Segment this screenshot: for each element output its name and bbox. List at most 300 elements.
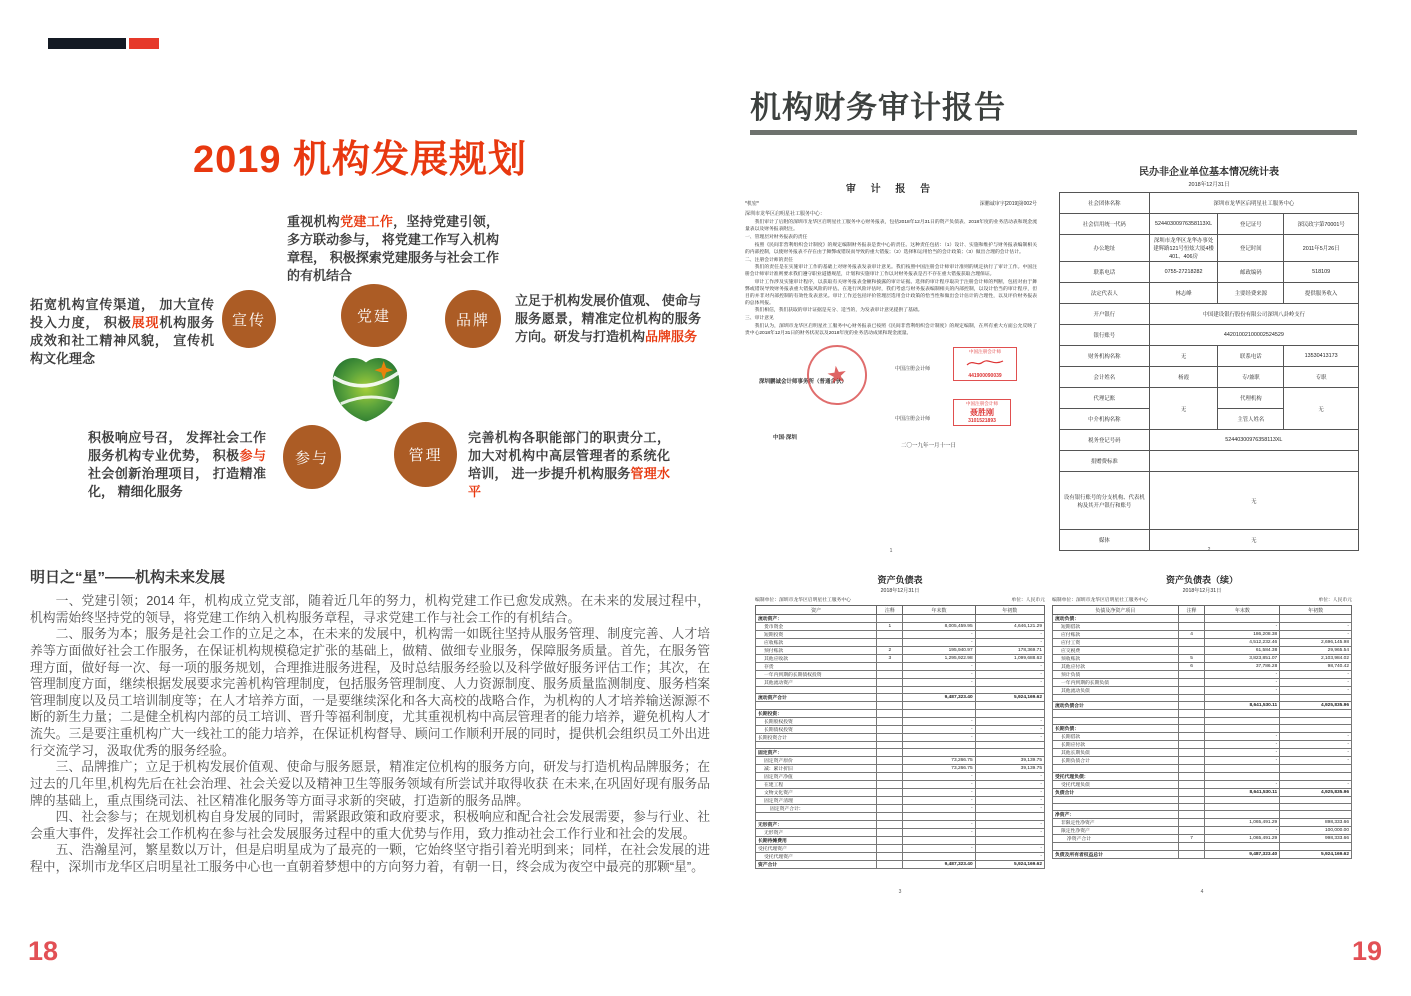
table-cell: 7 (1178, 835, 1205, 843)
table-row (756, 615, 1045, 623)
table-cell: 开户银行 (1060, 304, 1150, 325)
table-cell: 长期负债合计 (1053, 757, 1179, 765)
table-cell (1178, 819, 1205, 827)
table-cell (1280, 811, 1352, 819)
table-cell (1280, 765, 1352, 772)
table-cell (1178, 702, 1205, 710)
table-cell: 其他应付款 (1053, 663, 1179, 671)
table-cell (877, 663, 903, 671)
paragraph: 我们的责任是在实施审计工作的基础上对财务报表发表审计意见。我们按照中国注册会计师审计准则的规定执行了审计工作。中国注册会计师审计准则要求我们遵守职业道德规范，计划和实施审计工作以对财务报表是否不存在重大错报获取合理保证。 (745, 265, 1037, 278)
table-cell: 4,925,835.96 (1280, 788, 1352, 796)
table-row (1053, 749, 1352, 757)
audit-body (745, 219, 1037, 337)
diagram-node-guanli: 管理 (394, 422, 457, 487)
future-heading: 明日之“星”——机构未来发展 (30, 569, 226, 586)
signature-area (745, 341, 1037, 453)
table-cell (1178, 741, 1205, 749)
table-cell (877, 789, 903, 797)
audit-title: 审 计 报 告 (845, 184, 937, 195)
balance-sheet-title: 资产负债表 (877, 575, 923, 585)
table-cell (1178, 796, 1205, 803)
table-cell: - (1205, 741, 1280, 749)
balance-sheet-cont-page-number: 4 (1200, 889, 1204, 895)
table-cell: 998,333.66 (1280, 835, 1352, 843)
paragraph: 三、品牌推广；立足于机构发展价值观、使命与服务愿景，精准定位机构的服务方向，研发与打造机构品牌服务；在过去的几年里,机构先后在社会治理、社会关爱以及精神卫生等服务领域有所尝试并取得收获 在未来,在巩固好现有服务品牌的基础上，重点围绕司法、社区精准化服务等方面寻求新的突破，打造新的服务品牌。 (30, 759, 710, 808)
table-cell: - (975, 844, 1044, 852)
table-row (756, 820, 1045, 828)
table-cell (877, 749, 903, 757)
table-cell: 其他应收款 (756, 655, 877, 663)
table-cell (1178, 725, 1205, 733)
organization-logo-icon (328, 355, 404, 423)
table-cell: 邮政编码 (1218, 262, 1284, 283)
table-cell (1053, 796, 1179, 803)
table-cell: 长期待摊费用 (756, 836, 877, 844)
table-cell (975, 702, 1044, 709)
balance-sheet-date: 2018年12月31日 (880, 588, 920, 594)
table-cell: 2,103,984.02 (1280, 655, 1352, 663)
table-cell: 负债合计 (1053, 788, 1179, 796)
table-cell: 52440300976358113XL (1149, 430, 1358, 451)
paragraph: 一、管理层对财务报表的责任 (745, 235, 808, 241)
table-cell (877, 797, 903, 805)
table-row (1053, 725, 1352, 733)
table-cell (1178, 615, 1205, 623)
table-cell (1178, 788, 1205, 796)
future-paragraphs (30, 593, 710, 876)
table-cell: 8,641,530.11 (1205, 788, 1280, 796)
table-row (756, 765, 1045, 773)
table-cell: 代理机构 (1218, 388, 1284, 409)
table-cell: 其他长期负债 (1053, 749, 1179, 757)
table-cell: 流动负债合计 (1053, 702, 1179, 710)
audit-date: 二〇一九年一月十一日 (901, 443, 957, 449)
audit-header-row (745, 200, 1037, 207)
table-cell: 2 (877, 647, 903, 655)
table-cell (903, 813, 975, 820)
column-header: 年初数 (975, 606, 1044, 615)
table-cell: - (1205, 733, 1280, 741)
table-cell: 受托代理资产 (756, 844, 877, 852)
text-segment: 拓宽机构宣传渠道， 加大宣传投入力度， 积极 (30, 297, 214, 330)
table-cell: 39,139.75 (975, 765, 1044, 773)
table-row (1053, 741, 1352, 749)
table-cell: 44201002100002524529 (1149, 325, 1358, 346)
table-cell: 应交税费 (1053, 647, 1179, 655)
table-cell (1053, 803, 1179, 810)
table-cell (877, 836, 903, 844)
table-cell: 长期投资合计 (756, 733, 877, 741)
table-cell (877, 671, 903, 679)
table-row (756, 813, 1045, 820)
table-cell: 8,005,459.95 (903, 623, 975, 631)
text-segment: 积极响应号召， 发挥社会工作服务机构专业优势， 积极 (88, 430, 266, 463)
table-row (1060, 193, 1359, 214)
table-cell: 无 (1149, 346, 1218, 367)
table-cell (1178, 717, 1205, 724)
balance-sheet-cont-meta (1052, 596, 1352, 603)
cpa-label-1: 中国注册会计师 (895, 366, 931, 372)
table-cell (877, 773, 903, 781)
column-header: 年末数 (903, 606, 975, 615)
text-segment: 品牌服务 (645, 328, 698, 344)
table-cell (1280, 796, 1352, 803)
audit-addressee: 深圳市龙华区启明星社工服务中心： (745, 211, 826, 217)
table-cell: 1,295,922.98 (903, 655, 975, 663)
table-cell (1205, 695, 1280, 702)
table-cell: 登记时间 (1218, 235, 1284, 262)
table-cell (1205, 772, 1280, 780)
table-row (1053, 702, 1352, 710)
table-cell: 固定资产清理 (756, 797, 877, 805)
table-cell (1280, 615, 1352, 623)
diagram-node-canyu: 参与 (283, 425, 341, 489)
table-cell: - (903, 789, 975, 797)
table-cell (1178, 757, 1205, 765)
text-segment: 参与 (239, 447, 266, 463)
text-guanli (468, 429, 670, 501)
table-row (1060, 430, 1359, 451)
audit-page-number: 1 (889, 548, 893, 554)
paragraph: 我们认为，深圳市龙华区启明星社工服务中心财务报表已按照《民间非营利组织会计制度》的规定编制，在所有重大方面公允反映了贵中心2018年12月31日的财务状况以及2018年度的业务活动成果和现金流量。 (745, 323, 1037, 336)
column-header: 资产 (756, 606, 877, 615)
text-pinpai (515, 292, 701, 346)
table-cell: 在建工程 (756, 781, 877, 789)
table-row (756, 733, 1045, 741)
table-cell: 长期借款 (1053, 733, 1179, 741)
table-cell (1178, 850, 1205, 858)
table-cell (877, 741, 903, 748)
table-row (756, 709, 1045, 717)
table-row (1060, 304, 1359, 325)
table-cell: 主要经费来源 (1218, 283, 1284, 304)
text-segment: 立足于机构发展价值观、 使命与服务愿景，精准定位机构的服务方向。研发与打造机构 (515, 293, 701, 344)
table-cell: - (975, 789, 1044, 797)
text-segment: ，坚持党建引领，多方联动参与， 将党建工作写入机构章程， 积极探索党建服务与社会工作的有机结合 (287, 214, 499, 283)
table-row (756, 663, 1045, 671)
table-cell (903, 709, 975, 717)
table-cell: 13530413173 (1284, 346, 1359, 367)
stats-table (1059, 192, 1359, 551)
table-cell: - (1205, 671, 1280, 679)
table-cell: 受托代理资产 (756, 852, 877, 860)
table-row (1053, 655, 1352, 663)
table-cell: 长期负债： (1053, 725, 1179, 733)
table-cell (756, 687, 877, 694)
table-cell (1149, 451, 1358, 472)
table-cell (877, 717, 903, 725)
table-cell: - (903, 805, 975, 813)
table-cell: 限定性净资产 (1053, 827, 1179, 835)
table-cell: - (903, 679, 975, 687)
table-cell: - (1205, 827, 1280, 835)
table-cell (975, 741, 1044, 748)
table-row (1053, 710, 1352, 717)
table-cell: 3,823,851.07 (1205, 655, 1280, 663)
table-cell: - (903, 781, 975, 789)
table-cell: 联系电话 (1060, 262, 1150, 283)
table-row (756, 671, 1045, 679)
table-cell: - (975, 717, 1044, 725)
table-cell: - (975, 639, 1044, 647)
table-row (1053, 687, 1352, 695)
column-header: 年初数 (1280, 606, 1352, 615)
table-cell: 4,646,121.29 (975, 623, 1044, 631)
table-cell (877, 860, 903, 868)
table-cell: 设有银行账号的分支机构、代表机构及其开户银行和账号 (1060, 472, 1150, 530)
table-cell (1205, 843, 1280, 850)
table-cell (1053, 843, 1179, 850)
table-cell: - (903, 773, 975, 781)
table-row (1053, 717, 1352, 724)
table-row (1060, 214, 1359, 235)
table-cell (1280, 717, 1352, 724)
table-cell: 518109 (1284, 262, 1359, 283)
table-cell: 9,487,323.40 (903, 860, 975, 868)
table-cell (1178, 827, 1205, 835)
decor-bar-red (129, 38, 159, 49)
table-cell (975, 709, 1044, 717)
table-cell: - (1280, 631, 1352, 639)
table-cell: - (975, 828, 1044, 836)
table-cell: 负债及所有者权益总计 (1053, 850, 1179, 858)
text-segment: 党建工作 (340, 214, 394, 229)
table-cell: 29,965.54 (1280, 647, 1352, 655)
table-row (1053, 623, 1352, 631)
table-cell: 98,740.42 (1280, 663, 1352, 671)
table-cell: 预计负债 (1053, 671, 1179, 679)
table-cell (975, 813, 1044, 820)
table-row (1053, 757, 1352, 765)
table-cell: 媒体 (1060, 530, 1150, 551)
stats-page-number: 2 (1207, 547, 1211, 553)
diagram-node-xuanchuan: 宣传 (222, 290, 276, 348)
table-cell: 专职 (1284, 367, 1359, 388)
table-row (756, 757, 1045, 765)
table-cell: 5 (1178, 655, 1205, 663)
table-cell: 52440300976358113XL (1149, 214, 1218, 235)
table-cell: 一年内到期的长期债权投资 (756, 671, 877, 679)
table-cell (1178, 811, 1205, 819)
table-cell: 4,512,232.46 (1205, 639, 1280, 647)
table-cell: 联系电话 (1218, 346, 1284, 367)
table-cell (1053, 765, 1179, 772)
table-row (1053, 796, 1352, 803)
paragraph: 五、浩瀚星河，繁星数以万计，但是启明星成为了最亮的一颗，它始终坚守指引着光明到来；同样，在社会发展的进程中，深圳市龙华区启明星社工服务中心也一直朝着梦想中的方向努力着，有朝一日，终会成为夜空中最亮的那颗“星”。 (30, 842, 710, 874)
table-cell (1205, 717, 1280, 724)
table-cell: 0755-27218282 (1149, 262, 1218, 283)
page-number-left: 18 (28, 936, 59, 966)
table-row (1053, 803, 1352, 810)
table-cell: 1 (877, 623, 903, 631)
firm-round-stamp-icon: ★ (803, 341, 871, 409)
column-header: 注释 (877, 606, 903, 615)
table-cell (1178, 772, 1205, 780)
table-row (756, 655, 1045, 663)
table-row (756, 773, 1045, 781)
table-cell: 短期投资 (756, 631, 877, 639)
table-header-row (1053, 606, 1352, 615)
table-cell (877, 852, 903, 860)
table-cell: - (1280, 687, 1352, 695)
table-cell: 流动负债： (1053, 615, 1179, 623)
table-cell: - (1205, 679, 1280, 687)
text-segment: 管理水平 (468, 465, 670, 499)
cpa-label-2: 中国注册会计师 (895, 416, 931, 422)
table-cell: 无 (1149, 388, 1218, 430)
table-cell: - (975, 820, 1044, 828)
table-cell (877, 757, 903, 765)
balance-sheet-cont-date: 2018年12月31日 (1182, 588, 1222, 594)
table-cell (877, 781, 903, 789)
table-cell (756, 741, 877, 748)
table-cell: - (1280, 780, 1352, 788)
table-cell (1178, 639, 1205, 647)
table-cell: 流动资产合计 (756, 694, 877, 702)
table-row (1053, 850, 1352, 858)
table-cell: 固定资产合计： (756, 805, 877, 813)
table-cell: - (903, 671, 975, 679)
table-cell: 减：累计折旧 (756, 765, 877, 773)
table-cell: - (1205, 687, 1280, 695)
table-cell: 办公地址 (1060, 235, 1150, 262)
table-cell: 4 (1178, 631, 1205, 639)
signature-icon (965, 358, 1005, 368)
table-cell: 无形资产： (756, 820, 877, 828)
text-dangjian (287, 213, 499, 285)
table-cell: - (1205, 623, 1280, 631)
table-cell: 预收账款 (1053, 655, 1179, 663)
table-cell (1178, 647, 1205, 655)
table-cell: 100,000.00 (1280, 827, 1352, 835)
paragraph: 二、服务为本；服务是社会工作的立足之本，在未来的发展中，机构需一如既往坚持从服务管理、制度完善、人才培养等方面做好社会工作服务，在保证机构规模稳定扩张的基础上，做精、做细专业服务，保障服务质量。首先，在服务管理方面，做好每一次、每一项的服务规划，合理推进服务进程，及时总结服务经验以及科学做好服务评估工作；其次，在管理制度方面，继续根据发展要求完善机构管理制度，包括服务管理制度、人力资源制度、服务质量监测制度、服务档案管理制度以及员工培训制度等；在人才培养方面，一是要继续深化和各大高校的战略合作，为机构的人才培养输送源源不断的新生力量；二是健全机构内部的员工培训、晋升等福利制度，尤其重视机构中高层管理者的能力培养，避免机构人才流失。三是要注重机构广大一线社工的能力培养，在保证机构督导、顾问工作顺利开展的同时，提供机会组织员工外出进行交流学习，汲取优秀的服务经验。 (30, 626, 710, 758)
table-cell: 5,924,169.62 (975, 694, 1044, 702)
table-cell: 登记证号 (1218, 214, 1284, 235)
table-cell: 深民政字第70001号 (1284, 214, 1359, 235)
column-header: 年末数 (1205, 606, 1280, 615)
table-cell: - (903, 844, 975, 852)
table-cell (877, 694, 903, 702)
table-cell: 非限定性净资产 (1053, 819, 1179, 827)
title-underline (750, 130, 1357, 135)
column-header: 负债及净资产项目 (1053, 606, 1179, 615)
table-cell (1178, 749, 1205, 757)
table-row (756, 717, 1045, 725)
table-cell: 9,487,323.40 (1205, 850, 1280, 858)
table-row (756, 679, 1045, 687)
table-cell: 5,924,169.62 (975, 860, 1044, 868)
table-cell: 2011年5月26日 (1284, 235, 1359, 262)
table-cell: 受托代理负债 (1053, 780, 1179, 788)
table-cell (975, 615, 1044, 623)
audit-classification: *机密* (745, 201, 759, 207)
table-cell: 无 (1149, 472, 1358, 530)
table-row (1060, 367, 1359, 388)
table-row (1060, 472, 1359, 530)
table-cell (877, 702, 903, 709)
stats-date: 2018年12月31日 (1188, 182, 1230, 188)
table-cell: 短期借款 (1053, 623, 1179, 631)
table-header-row (756, 606, 1045, 615)
text-xuanchuan (30, 296, 214, 368)
table-cell: 专/兼职 (1218, 367, 1284, 388)
table-cell (1205, 615, 1280, 623)
table-row (1053, 615, 1352, 623)
table-cell: - (975, 725, 1044, 733)
table-cell: 捐赠费标准 (1060, 451, 1150, 472)
stats-title: 民办非企业单位基本情况统计表 (1139, 167, 1279, 178)
table-cell (877, 679, 903, 687)
table-cell: 货币资金 (756, 623, 877, 631)
table-row (1053, 827, 1352, 835)
table-cell: 178,369.71 (975, 647, 1044, 655)
table-cell: 应付账款 (1053, 631, 1179, 639)
table-cell (1178, 733, 1205, 741)
table-row (1053, 819, 1352, 827)
table-cell (877, 725, 903, 733)
prepared-by: 编制单位：深圳市龙华区启明星社工服务中心 (755, 598, 851, 603)
table-cell (877, 687, 903, 694)
table-cell: - (1280, 733, 1352, 741)
table-cell (903, 702, 975, 709)
table-row (756, 623, 1045, 631)
table-cell (1205, 803, 1280, 810)
table-row (1053, 843, 1352, 850)
table-cell: 6 (1178, 663, 1205, 671)
table-cell: 73,266.75 (903, 757, 975, 765)
table-cell (756, 813, 877, 820)
table-cell (1280, 843, 1352, 850)
table-cell (1053, 710, 1179, 717)
paragraph: 四、社会参与；在规划机构自身发展的同时，需紧跟政策和政府要求，积极响应和配合社会发展需要，参与行业、社会重大事件，发挥社会工作机构在参与社会发展服务过程中的重大优势与作用，致力推动社会工作行业和社会的发展。 (30, 809, 710, 841)
table-cell: - (903, 639, 975, 647)
table-cell: 无 (1149, 530, 1358, 551)
table-row (756, 639, 1045, 647)
plan-title: 2019 机构发展规划 (192, 139, 528, 181)
table-cell: - (1280, 671, 1352, 679)
column-header: 注释 (1178, 606, 1205, 615)
diagram-node-dangjian: 党建 (341, 284, 407, 347)
cpa-stamp-1: 中国注册会计师 441900090039 (953, 347, 1017, 381)
cpa-stamp-2: 中国注册会计师 聂胜刚 3101521893 (953, 399, 1011, 426)
table-cell: - (975, 805, 1044, 813)
table-row (756, 828, 1045, 836)
table-cell: 财务机构名称 (1060, 346, 1150, 367)
paragraph: 按照《民间非营利组织会计制度》的规定编制财务报表是贵中心的责任。这种责任包括：（1）设计、实施和维护与财务报表编制相关的内部控制，以使财务报表不存在由于舞弊或错误而导致的重大错报；（2）选择和运用恰当的会计政策；（3）做出合理的会计估计。 (745, 242, 1037, 255)
table-cell: 杨霞 (1149, 367, 1218, 388)
table-row (1053, 671, 1352, 679)
table-cell: 净资产合计 (1053, 835, 1179, 843)
table-cell (903, 852, 975, 860)
balance-sheet-cont-title: 资产负债表（续） (1165, 575, 1238, 585)
table-cell: 其他流动资产 (756, 679, 877, 687)
finance-report-title: 机构财务审计报告 (750, 90, 1006, 125)
table-cell: 5,924,169.62 (1280, 850, 1352, 858)
table-row (756, 725, 1045, 733)
table-cell (877, 844, 903, 852)
table-cell: 长期股权投资 (756, 717, 877, 725)
table-cell: 受托代理负债： (1053, 772, 1179, 780)
balance-sheet-cont-table (1052, 605, 1352, 859)
table-cell: - (903, 828, 975, 836)
table-cell (877, 639, 903, 647)
table-row (1053, 811, 1352, 819)
paragraph: 我们审计了后附的深圳市龙华区启明星社工服务中心财务报表，包括2018年12月31日的资产负债表、2018年度的业务活动表和现金流量表以及财务报表附注。 (745, 220, 1037, 233)
table-cell: 中介机构名称 (1060, 409, 1150, 430)
text-segment: 展现 (131, 314, 160, 330)
table-row (1060, 283, 1359, 304)
table-cell: 长期债权投资 (756, 725, 877, 733)
